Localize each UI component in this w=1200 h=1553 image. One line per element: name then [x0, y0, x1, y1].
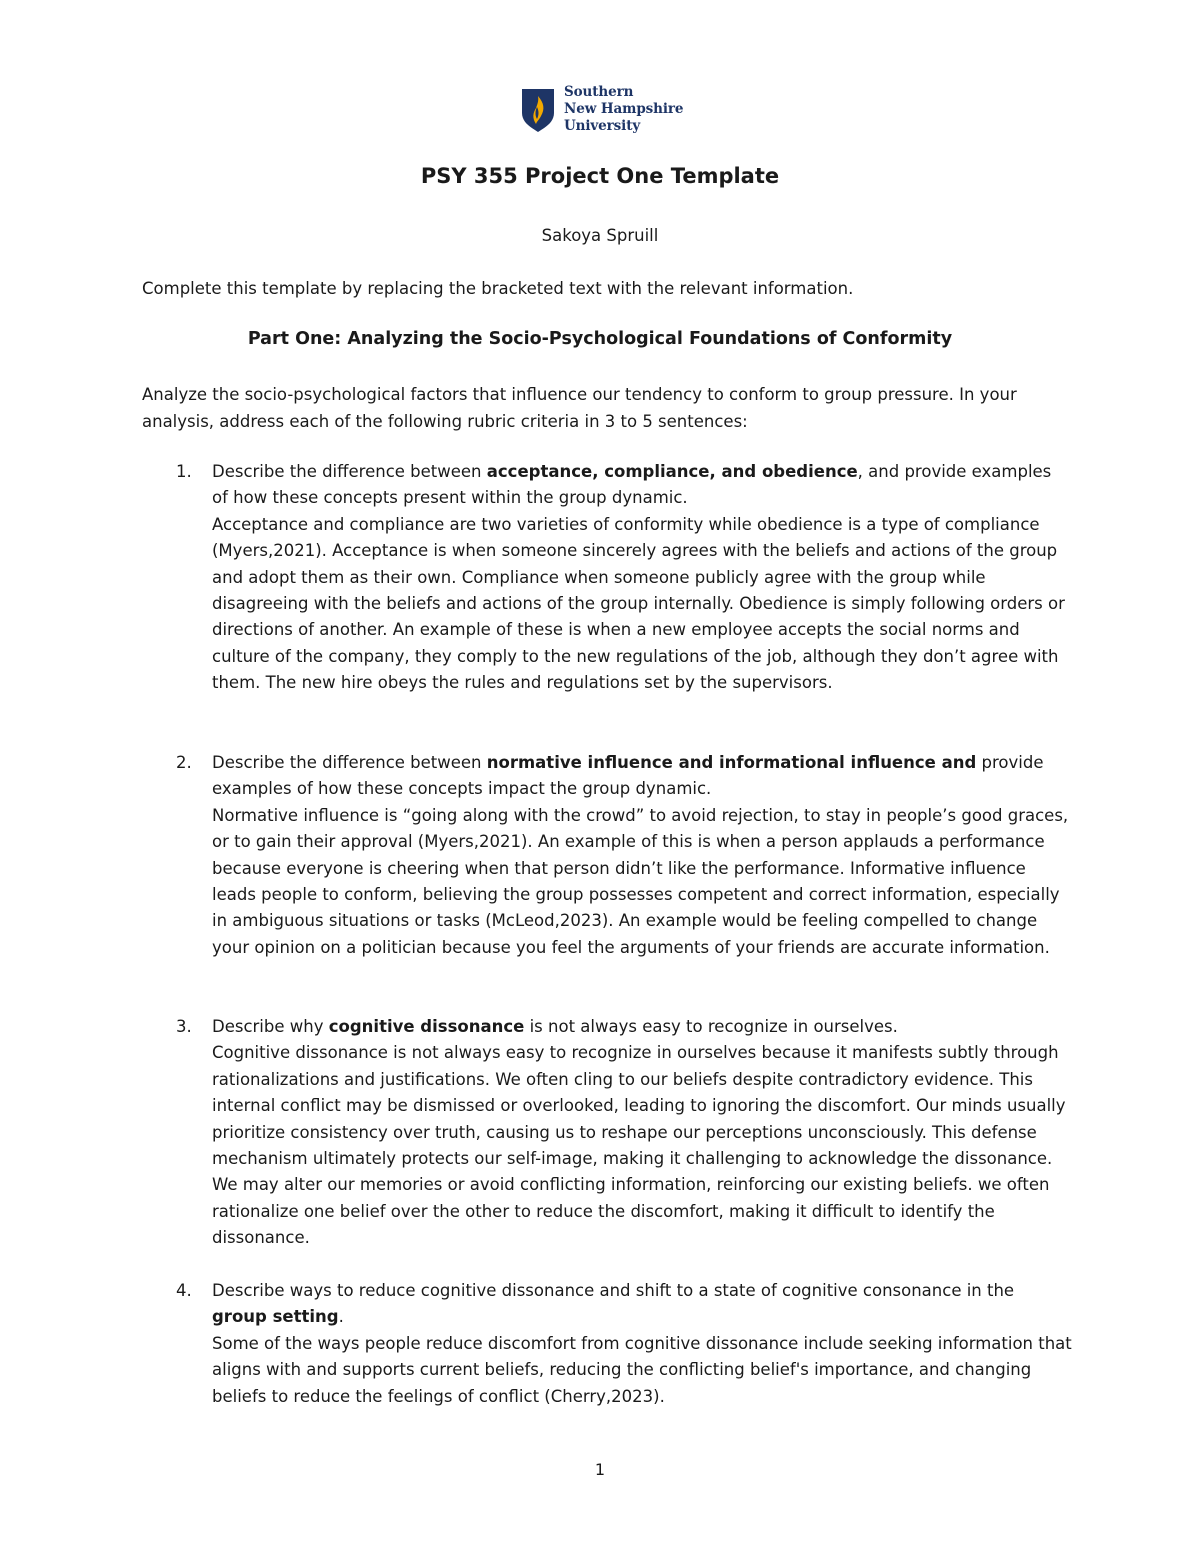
- item-answer: Some of the ways people reduce discomfort from cognitive dissonance include seeking information that aligns with and supports current beliefs, reducing the conflicting belief's importance, and changing beliefs to reduce the feelings of conflict (Cherry,2023).: [212, 1333, 1072, 1406]
- item-number: 3.: [176, 1017, 192, 1036]
- item-prompt: [212, 1014, 1072, 1040]
- item-prompt: [212, 1278, 1072, 1331]
- list-item: [142, 1014, 1072, 1252]
- prompt-text: .: [338, 1307, 344, 1327]
- list-item: [142, 750, 1072, 961]
- document-title: PSY 355 Project One Template: [420, 164, 780, 188]
- item-prompt: [212, 750, 1072, 803]
- list-item: [142, 1278, 1072, 1410]
- list-item: [142, 459, 1072, 697]
- prompt-text: , and provide examples of how these concepts present within the group dynamic.: [212, 462, 1052, 508]
- prompt-text: Describe ways to reduce cognitive dissonance and shift to a state of cognitive consonance in the: [212, 1281, 1015, 1300]
- item-answer: Cognitive dissonance is not always easy to recognize in ourselves because it manifests subtly through rationalizations and justifications. We often cling to our beliefs despite contradictory evidence. This internal conflict may be dismissed or overlooked, leading to ignoring the discomfort. Our minds usually prioritize consistency over truth, causing us to reshape our perceptions unconsciously. This defense mechanism ultimately protects our self-image, making it challenging to acknowledge the dissonance. We may alter our memories or avoid conflicting information, reinforcing our existing beliefs. we often rationalize one belief over the other to reduce the discomfort, making it difficult to identify the dissonance.: [212, 1043, 1066, 1248]
- prompt-bold-term: cognitive dissonance: [328, 1017, 525, 1036]
- logo-line-1: Southern: [564, 84, 634, 100]
- item-number: 4.: [176, 1281, 192, 1300]
- prompt-text: Describe the difference between: [212, 753, 487, 772]
- item-prompt: [212, 459, 1072, 512]
- prompt-bold-term: normative influence and informational influence and: [486, 753, 977, 772]
- item-answer: Acceptance and compliance are two varieties of conformity while obedience is a type of compliance (Myers,2021). Acceptance is when someone sincerely agrees with the beliefs and actions of the group and adopt them as their own. Compliance when someone publicly agree with the group while disagreeing with the beliefs and actions of the group internally. Obedience is simply following orders or directions of another. An example of these is when a new employee accepts the social norms and culture of the company, they comply to the new regulations of the job, although they don’t agree with them. The new hire obeys the rules and regulations set by the supervisors.: [212, 514, 1065, 693]
- intro-paragraph: Analyze the socio-psychological factors that influence our tendency to conform to group pressure. In your analysis, address each of the following rubric criteria in 3 to 5 sentences:: [142, 385, 1017, 431]
- prompt-text: provide examples of how these concepts impact the group dynamic.: [212, 753, 1044, 799]
- logo-wordmark: [564, 84, 683, 135]
- logo-line-3: University: [564, 118, 641, 134]
- prompt-text: Describe the difference between: [212, 462, 487, 481]
- university-logo: [520, 84, 683, 135]
- flame-shield-icon: [520, 87, 556, 133]
- prompt-bold-term: group setting: [212, 1307, 339, 1327]
- prompt-text: Describe why: [212, 1017, 329, 1036]
- prompt-text: is not always easy to recognize in ourselves.: [524, 1017, 898, 1036]
- page-number: 1: [594, 1460, 606, 1479]
- prompt-bold-term: acceptance, compliance, and obedience: [486, 462, 858, 481]
- item-answer: Normative influence is “going along with the crowd” to avoid rejection, to stay in people’s good graces, or to gain their approval (Myers,2021). An example of this is when a person applauds a performance because everyone is cheering when that person didn’t like the performance. Informative influence leads people to conform, believing the group possesses competent and correct information, especially in ambiguous situations or tasks (McLeod,2023). An example would be feeling compelled to change your opinion on a politician because you feel the arguments of your friends are accurate information.: [212, 805, 1069, 957]
- item-number: 2.: [176, 753, 192, 772]
- logo-line-2: New Hampshire: [564, 101, 684, 117]
- item-number: 1.: [176, 462, 192, 481]
- instructions-text: Complete this template by replacing the bracketed text with the relevant information.: [142, 279, 854, 298]
- part-one-heading: Part One: Analyzing the Socio-Psychological Foundations of Conformity: [247, 329, 953, 349]
- author-name: Sakoya Spruill: [541, 226, 659, 245]
